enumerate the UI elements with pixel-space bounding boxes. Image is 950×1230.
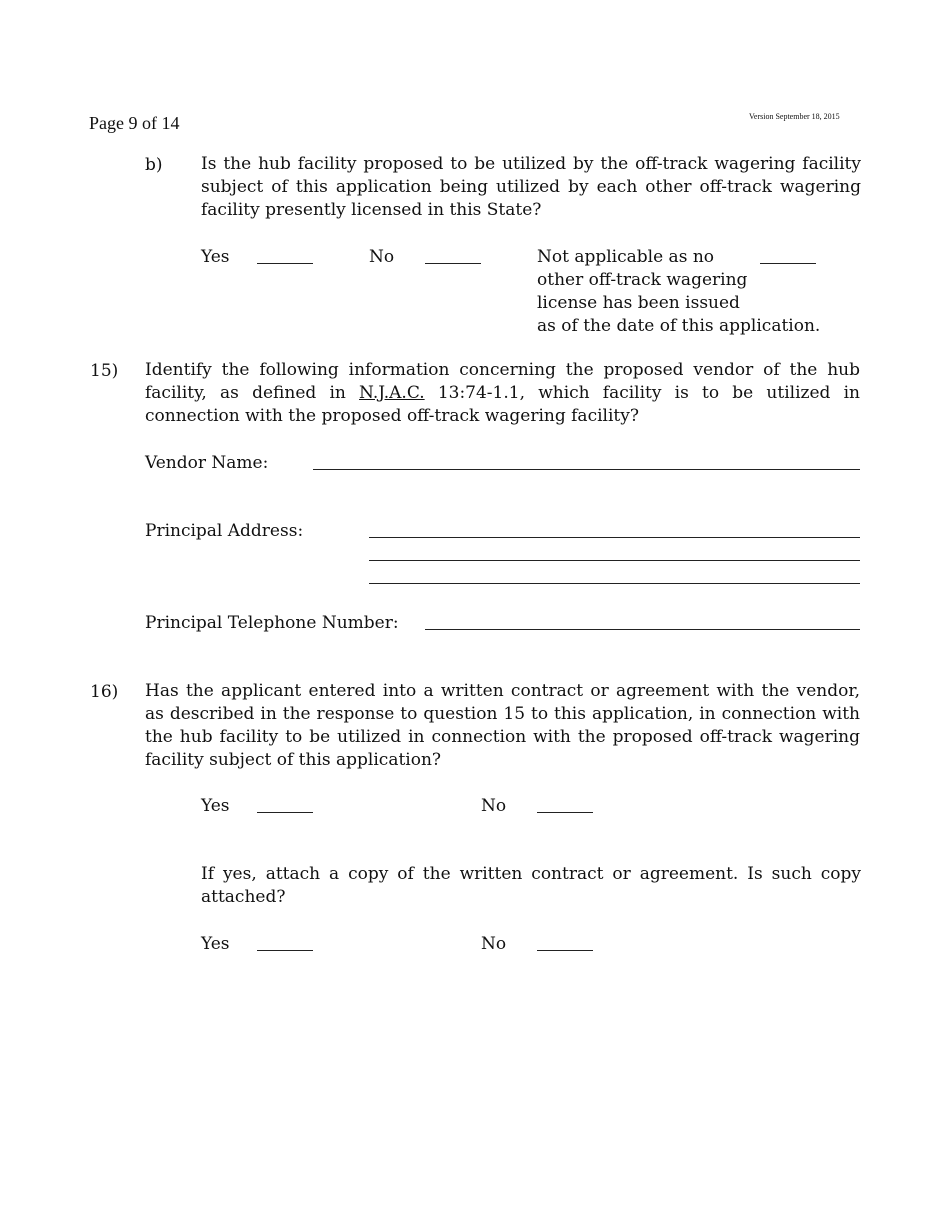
q16-yes-blank[interactable] — [257, 812, 313, 813]
q16-followup-no-blank[interactable] — [537, 950, 593, 951]
page-number: Page 9 of 14 — [89, 113, 180, 133]
q16-followup-no-label: No — [481, 934, 507, 954]
principal-address-line-3[interactable] — [369, 583, 860, 584]
principal-address-line-2[interactable] — [369, 560, 860, 561]
q14b-na-text — [537, 246, 820, 338]
q16-followup-yes-label: Yes — [201, 934, 230, 954]
njac-citation: N.J.A.C. — [359, 383, 425, 403]
q16-no-blank[interactable] — [537, 812, 593, 813]
question-16-text: Has the applicant entered into a written contract or agreement with the vendor, as described in the response to question 15 to this application, in connection with the hub facility to be utilized in connection with the proposed off-track wagering facility subject of this application? — [145, 681, 860, 770]
q14b-yes-label: Yes — [201, 247, 230, 267]
q14b-no-blank[interactable] — [425, 263, 481, 264]
question-15-number: 15) — [90, 361, 119, 381]
q15-text-after: 13:74-1.1, which facility is to be utilized in connection with the proposed off-track wagering facility? — [145, 383, 861, 426]
principal-telephone-label: Principal Telephone Number: — [145, 613, 399, 633]
question-16-number: 16) — [90, 682, 119, 702]
principal-telephone-field[interactable] — [425, 629, 860, 630]
q16-no-label: No — [481, 796, 507, 816]
principal-address-label: Principal Address: — [145, 521, 304, 541]
q14b-na-line: Not applicable as no — [537, 247, 715, 267]
q14b-yes-blank[interactable] — [257, 263, 313, 264]
q14b-na-line: other off-track wagering — [537, 270, 748, 290]
question-14b-marker: b) — [145, 155, 163, 175]
vendor-name-field[interactable] — [313, 469, 860, 470]
q16-yes-label: Yes — [201, 796, 230, 816]
principal-address-line-1[interactable] — [369, 537, 860, 538]
q16-followup-yes-blank[interactable] — [257, 950, 313, 951]
q14b-na-line: license has been issued — [537, 293, 740, 313]
vendor-name-label: Vendor Name: — [145, 453, 269, 473]
q14b-no-label: No — [369, 247, 395, 267]
version-note: Version September 18, 2015 — [749, 112, 840, 121]
q14b-na-blank[interactable] — [760, 263, 816, 264]
question-14b-text: Is the hub facility proposed to be utilized by the off-track wagering facility subject of this application being utilized by each other off-track wagering facility presently licensed in this State? — [201, 154, 861, 220]
q14b-na-line: as of the date of this application. — [537, 316, 821, 336]
q15-text-before: Identify the following information concerning the proposed vendor of the hub facility, as defined in — [145, 360, 860, 403]
question-15-text — [145, 359, 860, 428]
q16-followup-text: If yes, attach a copy of the written contract or agreement. Is such copy attached? — [201, 864, 861, 907]
